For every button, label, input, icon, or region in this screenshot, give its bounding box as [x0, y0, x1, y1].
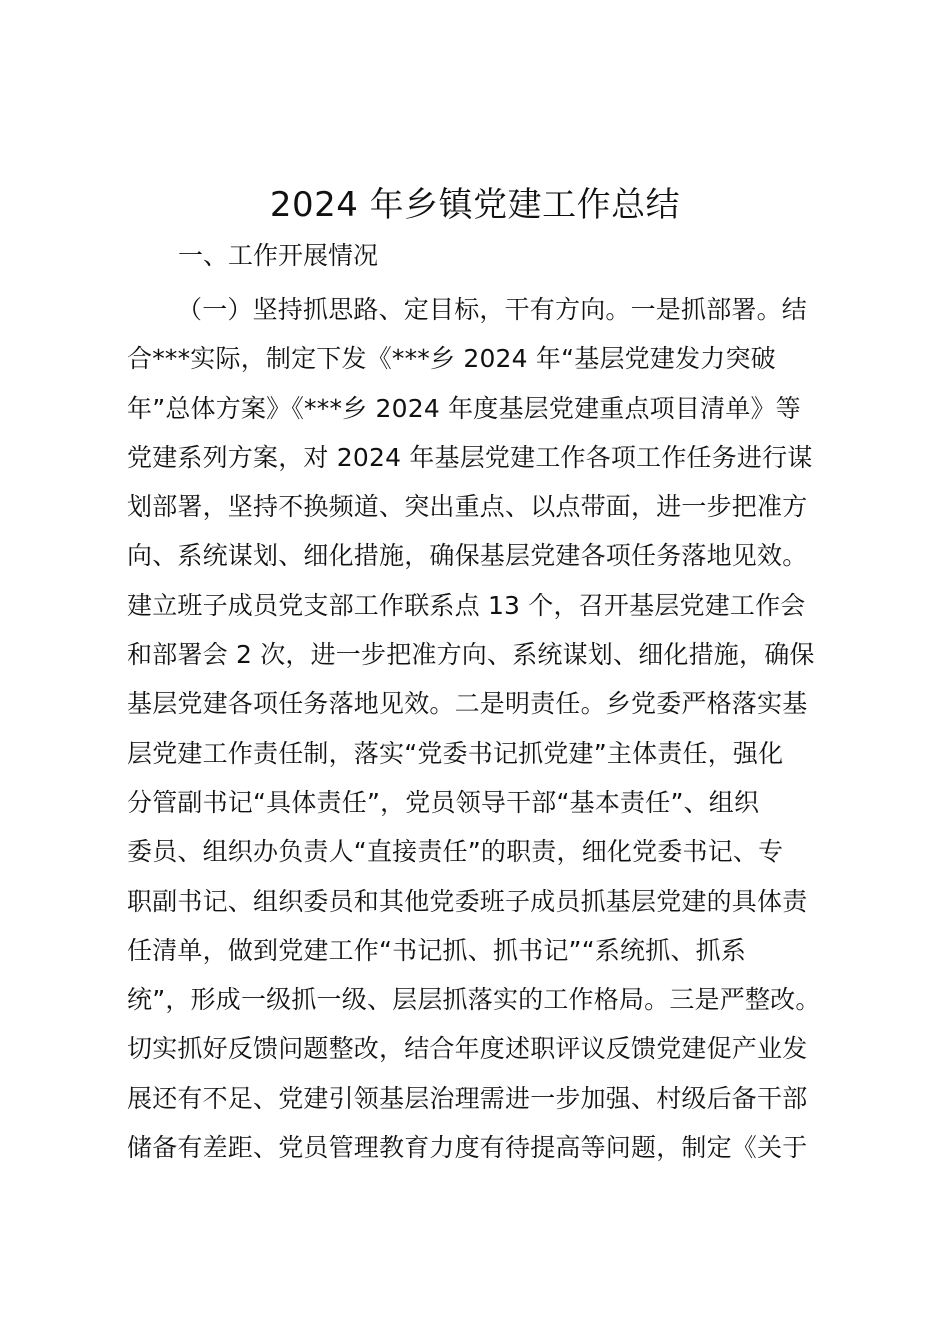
paragraph-line: 向、系统谋划、细化措施，确保基层党建各项任务落地见效。 [127, 541, 808, 571]
paragraph-line: 和部署会 2 次，进一步把准方向、系统谋划、细化措施，确保 [127, 640, 815, 670]
document-title: 2024 年乡镇党建工作总结 [269, 185, 681, 225]
paragraph-line: 展还有不足、党建引领基层治理需进一步加强、村级后备干部 [127, 1083, 808, 1113]
paragraph-line: 合***实际，制定下发《***乡 2024 年“基层党建发力突破 [127, 344, 776, 374]
section-heading: 一、工作开展情况 [178, 241, 379, 270]
paragraph-line: 基层党建各项任务落地见效。二是明责任。乡党委严格落实基 [127, 689, 808, 719]
paragraph-line: 建立班子成员党支部工作联系点 13 个，召开基层党建工作会 [127, 590, 806, 620]
paragraph-line: 分管副书记“具体责任”，党员领导干部“基本责任”、组织 [127, 787, 760, 817]
paragraph-line: 职副书记、组织委员和其他党委班子成员抓基层党建的具体责 [127, 886, 808, 916]
paragraph-line: 划部署，坚持不换频道、突出重点、以点带面，进一步把准方 [127, 492, 808, 522]
paragraph-line: 委员、组织办负责人“直接责任”的职责，细化党委书记、专 [127, 837, 784, 867]
paragraph-line: （一）坚持抓思路、定目标，干有方向。一是抓部署。结 [177, 295, 808, 324]
paragraph-body [127, 285, 867, 1172]
paragraph-line: 统”，形成一级抓一级、层层抓落实的工作格局。三是严整改。 [127, 985, 821, 1015]
paragraph-line: 切实抓好反馈问题整改，结合年度述职评议反馈党建促产业发 [127, 1034, 808, 1064]
paragraph-line: 年”总体方案》《***乡 2024 年度基层党建重点项目清单》等 [127, 393, 801, 423]
paragraph-line: 储备有差距、党员管理教育力度有待提高等问题，制定《关于 [127, 1133, 808, 1163]
paragraph-line: 党建系列方案，对 2024 年基层党建工作各项工作任务进行谋 [127, 442, 813, 472]
paragraph-line: 层党建工作责任制，落实“党委书记抓党建”主体责任，强化 [127, 738, 784, 768]
paragraph-line: 任清单，做到党建工作“书记抓、抓书记”“系统抓、抓系 [127, 935, 747, 965]
